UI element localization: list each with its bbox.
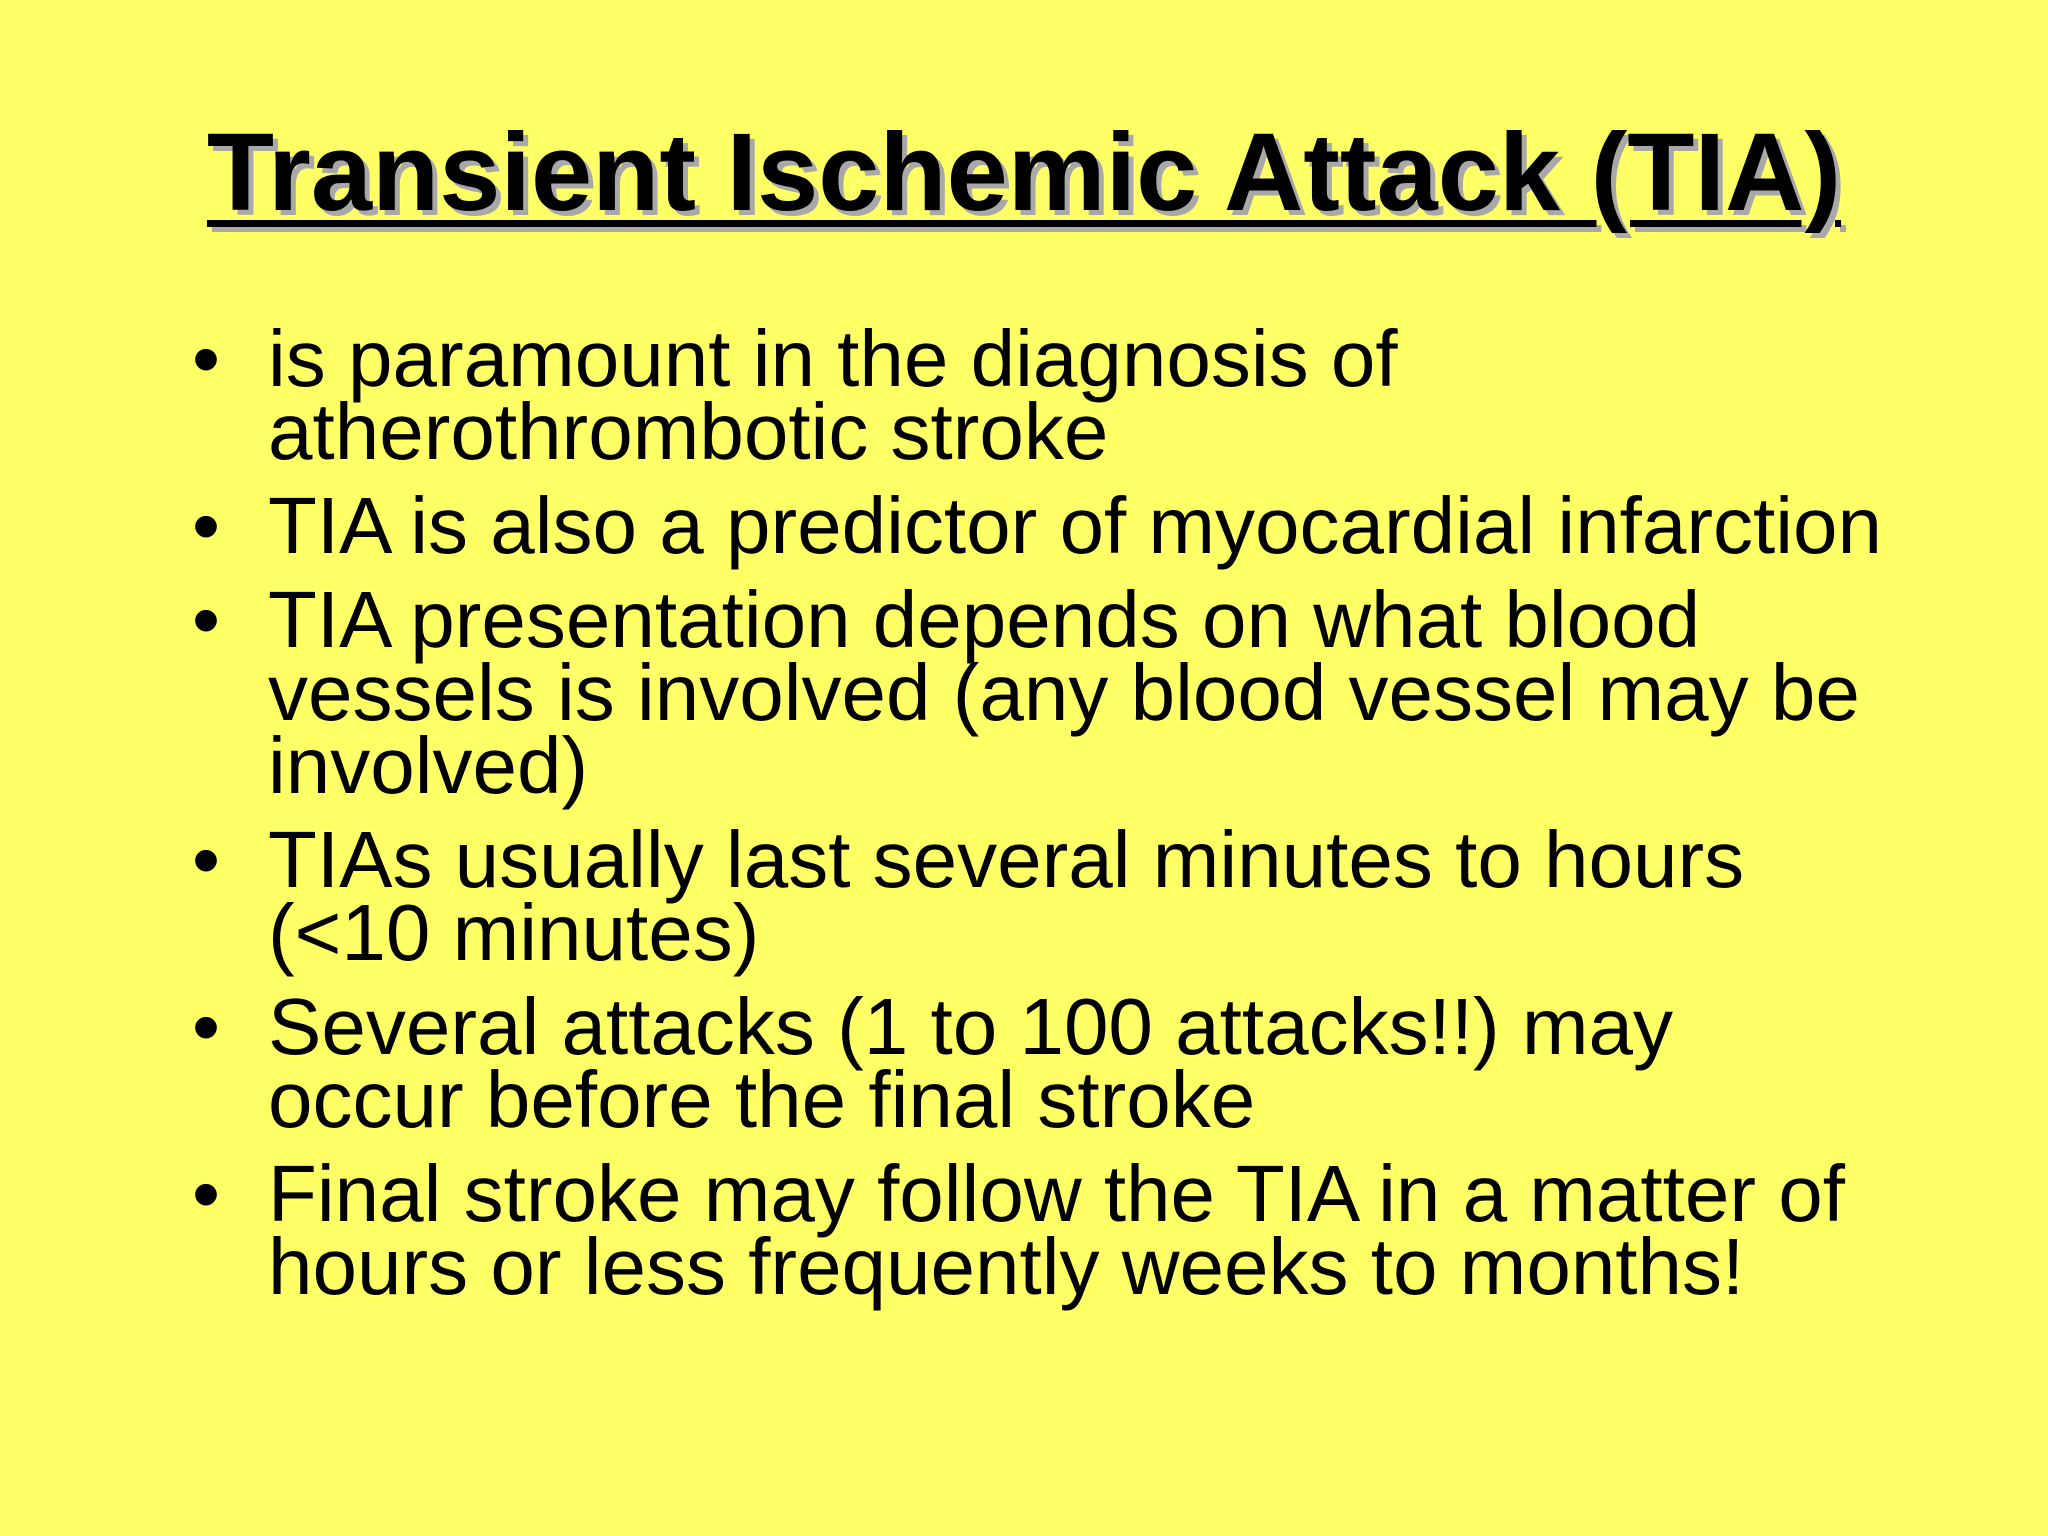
bullet-item — [190, 982, 1890, 1144]
bullet-dot-icon: • — [192, 314, 221, 403]
bullet-text: Several attacks (1 to 100 attacks!!) may occur before the final stroke — [268, 982, 1674, 1144]
bullet-text: TIA presentation depends on what blood vessels is involved (any blood vessel may be involved) — [268, 575, 1860, 810]
bullet-dot-icon: • — [192, 815, 221, 904]
bullet-item — [190, 815, 1890, 977]
bullet-item — [190, 314, 1890, 476]
bullet-text: TIAs usually last several minutes to hours (<10 minutes) — [268, 815, 1745, 977]
bullet-item — [190, 575, 1890, 810]
bullet-dot-icon: • — [192, 982, 221, 1071]
bullet-dot-icon: • — [192, 481, 221, 570]
bullet-dot-icon: • — [192, 575, 221, 664]
bullet-text: is paramount in the diagnosis of atherothrombotic stroke — [268, 314, 1398, 476]
bullet-item — [190, 481, 1890, 570]
bullet-list — [190, 314, 1890, 1324]
bullet-text: Final stroke may follow the TIA in a matter of hours or less frequently weeks to months! — [268, 1149, 1845, 1311]
slide-title: Transient Ischemic Attack (TIA) — [206, 111, 1842, 234]
bullet-item — [190, 1149, 1890, 1311]
bullet-text: TIA is also a predictor of myocardial infarction — [268, 481, 1883, 570]
bullet-dot-icon: • — [192, 1149, 221, 1238]
